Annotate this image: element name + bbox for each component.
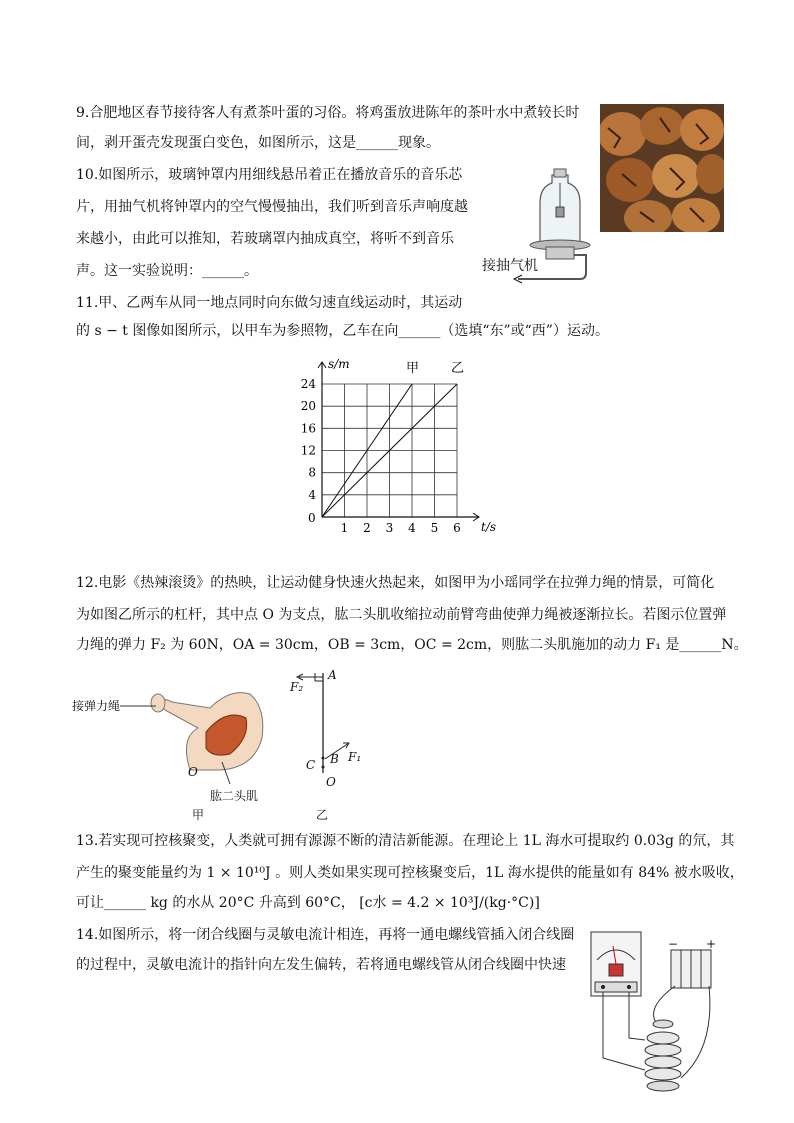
q10-line4: 声。这一实验说明：______。	[76, 263, 258, 279]
battery-plus: +	[706, 937, 717, 951]
origin-label: 0	[308, 511, 316, 525]
battery-minus: −	[668, 937, 679, 951]
lever-F1: F₁	[348, 750, 362, 764]
q12-line1: 12.电影《热辣滚烫》的热映，让运动健身快速火热起来，如图甲为小瑶同学在拉弹力绳的情景，可简化	[76, 575, 715, 591]
induction-figure	[585, 928, 725, 1100]
q10-line3: 来越小，由此可以推知，若玻璃罩内抽成真空，将听不到音乐	[76, 231, 454, 247]
lever-C: C	[306, 758, 316, 772]
solenoid	[645, 1020, 681, 1091]
series-label: 乙	[451, 361, 465, 376]
y-tick-label: 20	[300, 399, 316, 414]
rope-pointer	[120, 700, 160, 714]
st-chart	[290, 350, 510, 540]
x-tick-label: 4	[408, 521, 416, 535]
series-label: 甲	[406, 361, 420, 376]
x-tick-label: 6	[453, 521, 461, 535]
q14-line2: 的过程中，灵敏电流计的指针向左发生偏转，若将通电螺线管从闭合线圈中快速	[76, 957, 566, 973]
x-tick-label: 2	[363, 521, 371, 535]
x-tick-label: 5	[430, 521, 439, 535]
q11-line1: 11.甲、乙两车从同一地点同时向东做匀速直线运动时，其运动	[76, 295, 463, 311]
y-tick-label: 24	[300, 377, 316, 391]
muscle-label: 肱二头肌	[210, 789, 259, 803]
y-axis-label: s/m	[328, 357, 350, 371]
x-axis-label: t/s	[481, 520, 497, 534]
q10-line1: 10.如图所示，玻璃钟罩内用细线悬吊着正在播放音乐的音乐芯	[76, 167, 463, 183]
q9-line1: 9.合肥地区春节接待客人有煮茶叶蛋的习俗。将鸡蛋放进陈年的茶叶水中煮较长时	[76, 105, 580, 121]
q9-line2: 间，剥开蛋壳发现蛋白变色，如图所示，这是______现象。	[76, 135, 440, 151]
q10-line2: 片，用抽气机将钟罩内的空气慢慢抽出，我们听到音乐声响度越	[76, 199, 468, 215]
y-tick-label: 4	[308, 487, 316, 502]
lever-B: B	[330, 752, 339, 766]
x-tick-label: 3	[385, 521, 394, 535]
y-tick-label: 8	[308, 465, 316, 480]
q13-line2: 产生的聚变能量约为 1 × 10¹⁰J 。则人类如果实现可控核聚变后，1L 海水提供的能量如有 84% 被水吸收，	[76, 865, 744, 881]
q14-line1: 14.如图所示，将一闭合线圈与灵敏电流计相连，再将一通电螺线管插入闭合线圈	[76, 927, 575, 943]
q12-line2: 为如图乙所示的杠杆，其中点 O 为支点，肱二头肌收缩拉动前臂弯曲使弹力绳被逐渐拉长。若图示位置弹	[76, 607, 727, 623]
lever-A: A	[328, 668, 337, 682]
y-tick-label: 12	[300, 443, 316, 458]
tea-eggs-image	[600, 104, 724, 232]
y-tick-label: 16	[300, 421, 316, 436]
rope-label: 接弹力绳	[72, 699, 121, 713]
pump-label: 接抽气机	[482, 258, 538, 274]
fig-yi-caption: 乙	[316, 808, 329, 822]
x-tick-label: 1	[340, 521, 349, 535]
arm-figure	[150, 678, 270, 778]
fig-jia-caption: 甲	[192, 808, 205, 822]
q13-line1: 13.若实现可控核聚变，人类就可拥有源源不断的清洁新能源。在理论上 1L 海水可提取约 0.03g 的氘，其	[76, 833, 735, 849]
lever-O: O	[326, 775, 336, 789]
q11-line2: 的 s − t 图像如图所示，以甲车为参照物，乙车在向______（选填“东”或“西”）运动。	[76, 323, 609, 339]
arm-pivot-O: O	[188, 765, 198, 779]
q13-line3: 可让______ kg 的水从 20°C 升高到 60°C， [c水 = 4.2 × 10³J/(kg·°C)]	[76, 895, 540, 911]
lever-F2: F₂	[290, 680, 304, 694]
q12-line3: 力绳的弹力 F₂ 为 60N，OA = 30cm，OB = 3cm，OC = 2cm，则肱二头肌施加的动力 F₁ 是______N。	[76, 637, 748, 653]
